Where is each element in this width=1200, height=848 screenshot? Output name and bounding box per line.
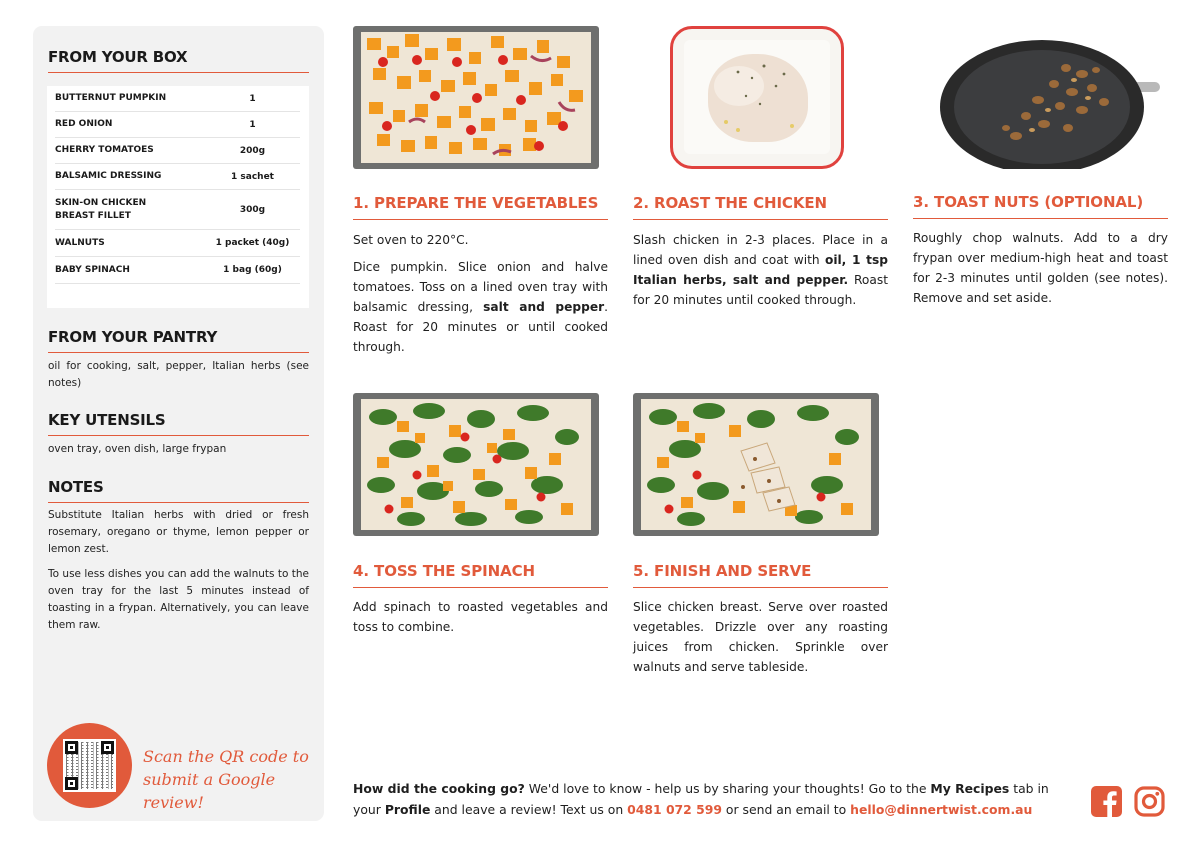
- step-3-body: [913, 228, 1168, 308]
- step-5-paragraph: Slice chicken breast. Serve over roasted vegetables. Drizzle over any roasting juices from chicken. Sprinkle over walnuts and serve tableside.: [633, 600, 888, 674]
- step-3-heading: 3. TOAST NUTS (OPTIONAL): [913, 193, 1168, 219]
- step-3-paragraph: Roughly chop walnuts. Add to a dry frypan over medium-high heat and toast for 2-3 minutes until golden (see notes). Remove and set aside.: [913, 231, 1168, 305]
- facebook-icon[interactable]: [1091, 786, 1122, 817]
- qr-badge: [47, 723, 132, 808]
- table-row: [55, 230, 300, 257]
- sidebar: [33, 26, 324, 821]
- notes-paragraph: Substitute Italian herbs with dried or fresh rosemary, oregano or thyme, lemon pepper or lemon zest.: [48, 509, 309, 555]
- ingredient-name: BUTTERNUT PUMPKIN: [55, 93, 167, 103]
- step-5-photo: [633, 393, 879, 536]
- profile-link[interactable]: Profile: [384, 802, 431, 817]
- qr-caption: Scan the QR code to submit a Google review!: [143, 747, 309, 812]
- ingredient-name: SKIN-ON CHICKEN BREAST FILLET: [55, 197, 147, 221]
- phone-link[interactable]: 0481 072 599: [627, 802, 722, 817]
- step-4-body: [353, 597, 608, 637]
- ingredient-name: RED ONION: [55, 119, 113, 129]
- ingredient-qty: 1 bag (60g): [223, 265, 282, 275]
- table-row: [55, 86, 300, 112]
- footer-question: How did the cooking go?: [353, 781, 525, 796]
- key-utensils-heading: KEY UTENSILS: [48, 411, 309, 436]
- from-your-box-heading: FROM YOUR BOX: [48, 48, 309, 73]
- email-link[interactable]: hello@dinnertwist.com.au: [850, 802, 1033, 817]
- table-row: [55, 164, 300, 190]
- step-4-photo: [353, 393, 599, 536]
- step-4-heading: 4. TOSS THE SPINACH: [353, 562, 608, 588]
- step-5-body: [633, 597, 888, 677]
- step-5-heading: 5. FINISH AND SERVE: [633, 562, 888, 588]
- ingredient-qty: 1 sachet: [231, 171, 274, 182]
- table-row: [55, 190, 300, 230]
- notes-paragraph: To use less dishes you can add the walnuts to the oven tray for the last 5 minutes instead of toasting in a frypan. Alternatively, you can leave them raw.: [48, 568, 309, 631]
- step-1-photo: [353, 26, 599, 169]
- ingredient-name: WALNUTS: [55, 237, 105, 248]
- step-1-paragraph: Set oven to 220°C.: [353, 233, 469, 247]
- step-2-paragraph: Slash chicken in 2-3 places. Place in a lined oven dish and coat with oil, 1 tsp Italian herbs, salt and pepper. Roast for 20 minutes until cooked through.: [633, 233, 888, 307]
- step-1-body: [353, 230, 608, 357]
- ingredient-qty: 200g: [239, 145, 266, 156]
- ingredient-qty: 300g: [239, 204, 266, 215]
- ingredient-name: BABY SPINACH: [55, 264, 130, 275]
- from-your-pantry-heading: FROM YOUR PANTRY: [48, 328, 309, 353]
- pantry-text: oil for cooking, salt, pepper, Italian herbs (see notes): [48, 360, 309, 389]
- utensils-text: oven tray, oven dish, large frypan: [48, 443, 227, 455]
- step-2-heading: 2. ROAST THE CHICKEN: [633, 194, 888, 220]
- step-1-paragraph: Dice pumpkin. Slice onion and halve tomatoes. Toss on a lined oven tray with balsamic dressing, salt and pepper. Roast for 20 minutes or until cooked through.: [353, 260, 609, 354]
- step-2-photo: [668, 26, 846, 169]
- ingredients-table: [47, 86, 309, 308]
- ingredient-name: CHERRY TOMATOES: [55, 145, 154, 155]
- ingredient-qty: 1 packet (40g): [215, 238, 290, 248]
- instagram-icon[interactable]: [1134, 786, 1165, 817]
- step-3-photo: [936, 40, 1162, 169]
- table-row: [55, 138, 300, 164]
- ingredient-name: BALSAMIC DRESSING: [55, 171, 162, 181]
- qr-code[interactable]: [63, 739, 116, 792]
- step-2-body: [633, 230, 888, 310]
- step-1-heading: 1. PREPARE THE VEGETABLES: [353, 194, 608, 220]
- table-row: [55, 257, 300, 284]
- table-row: [55, 112, 300, 138]
- notes-heading: NOTES: [48, 478, 309, 503]
- ingredient-qty: 1: [249, 119, 256, 130]
- my-recipes-link[interactable]: My Recipes: [930, 781, 1010, 796]
- step-4-paragraph: Add spinach to roasted vegetables and toss to combine.: [353, 600, 608, 634]
- feedback-footer: How did the cooking go? We'd love to know - help us by sharing your thoughts! Go to the My Recipes tab in your Profile and leave a review! Text us on 0481 072 599 or send an email to hello@dinnertwist.com.au: [353, 781, 1049, 817]
- ingredient-qty: 1: [249, 93, 256, 104]
